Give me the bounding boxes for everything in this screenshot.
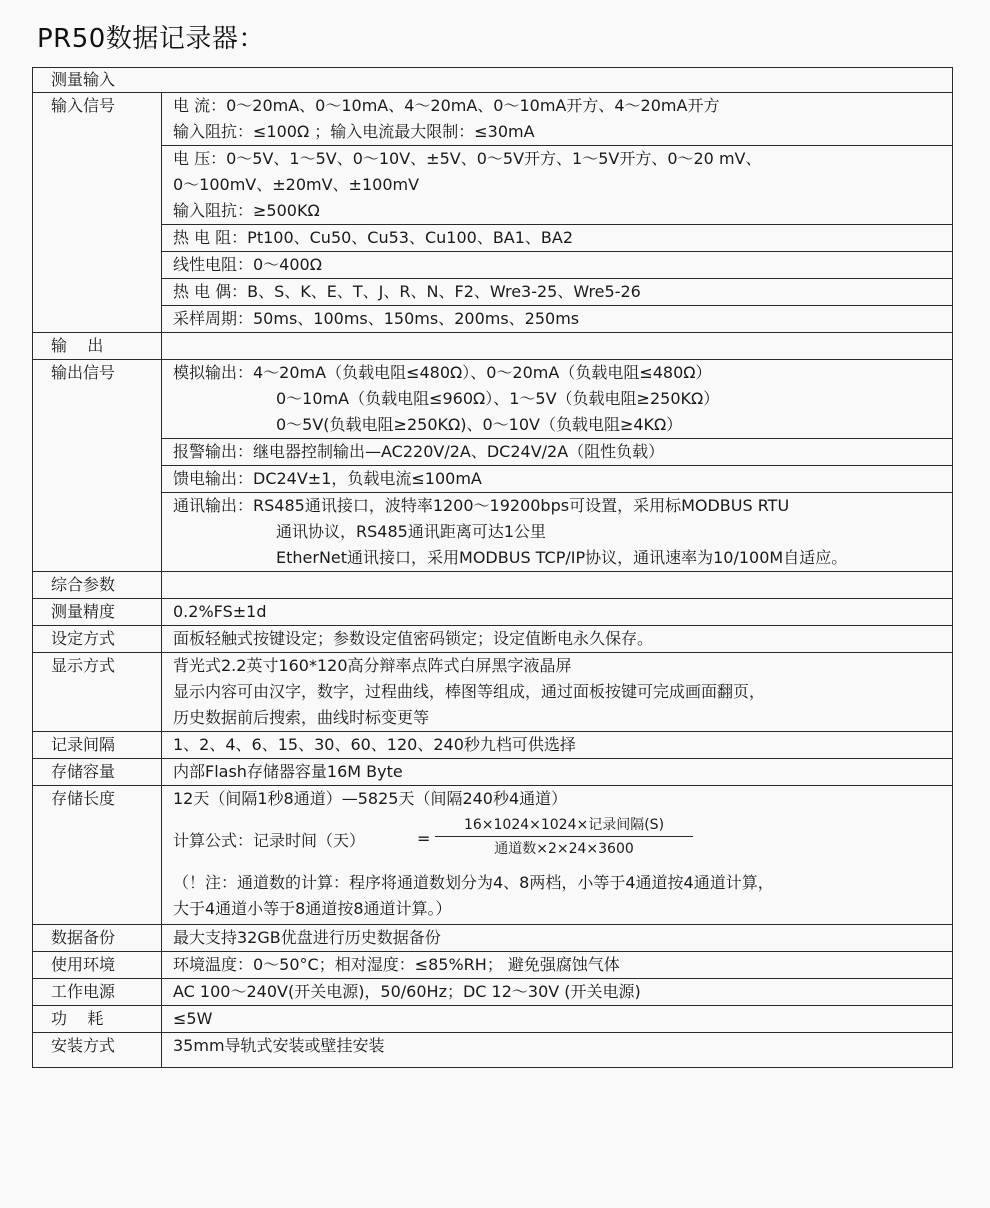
row-display bbox=[33, 653, 953, 732]
formula bbox=[173, 812, 952, 870]
input-current-impedance: 输入阻抗：≤100Ω ；输入电流最大限制：≤30mA bbox=[173, 122, 535, 141]
label-interval: 记录间隔 bbox=[33, 732, 162, 759]
cell-input-current bbox=[162, 93, 953, 146]
row-accuracy bbox=[33, 599, 953, 626]
label-env: 使用环境 bbox=[33, 952, 162, 979]
output-analog-line2: 0～10mA（负载电阻≤960Ω）、1～5V（负载电阻≥250KΩ） bbox=[276, 389, 720, 408]
output-comm-line1: 通讯输出：RS485通讯接口，波特率1200～19200bps可设置，采用标MODBUS RTU bbox=[173, 496, 790, 515]
output-comm-line2: 通讯协议，RS485通讯距离可达1公里 bbox=[276, 522, 546, 541]
cell-output-alarm: 报警输出：继电器控制输出—AC220V/2A、DC24V/2A（阻性负载） bbox=[162, 439, 953, 466]
formula-equals: = bbox=[417, 829, 431, 848]
display-line2: 显示内容可由汉字，数字，过程曲线，棒图等组成，通过面板按键可完成画面翻页， bbox=[173, 682, 766, 701]
value-accuracy: 0.2%FS±1d bbox=[162, 599, 953, 626]
section-title-output: 输 出 bbox=[33, 333, 162, 360]
cell-output-analog bbox=[162, 360, 953, 439]
formula-denominator: 通道数×2×24×3600 bbox=[494, 841, 634, 857]
display-line3: 历史数据前后搜索，曲线时标变更等 bbox=[173, 708, 430, 727]
row-length bbox=[33, 786, 953, 925]
row-install bbox=[33, 1033, 953, 1068]
formula-prefix: 计算公式：记录时间（天） bbox=[173, 831, 366, 850]
length-range: 12天（间隔1秒8通道）—5825天（间隔240秒4通道） bbox=[173, 789, 568, 808]
cell-input-voltage bbox=[162, 146, 953, 225]
row-env bbox=[33, 952, 953, 979]
length-note-line1: （！注：通道数的计算：程序将通道数划分为4、8两档，小等于4通道按4通道计算， bbox=[173, 873, 774, 892]
label-output-signal: 输出信号 bbox=[33, 360, 162, 572]
label-capacity: 存储容量 bbox=[33, 759, 162, 786]
section-title-general: 综合参数 bbox=[33, 572, 162, 599]
row-input-signal bbox=[33, 93, 953, 146]
value-env: 环境温度：0～50°C；相对湿度：≤85%RH； 避免强腐蚀气体 bbox=[162, 952, 953, 979]
input-voltage-line2: 0～100mV、±20mV、±100mV bbox=[173, 175, 420, 194]
label-accuracy: 测量精度 bbox=[33, 599, 162, 626]
cell-input-linear-res: 线性电阻：0～400Ω bbox=[162, 252, 953, 279]
cell-input-thermocouple: 热 电 偶：B、S、K、E、T、J、R、N、F2、Wre3-25、Wre5-26 bbox=[162, 279, 953, 306]
formula-numerator: 16×1024×1024×记录间隔(S) bbox=[435, 814, 693, 837]
value-length bbox=[162, 786, 953, 925]
label-display: 显示方式 bbox=[33, 653, 162, 732]
value-backup: 最大支持32GB优盘进行历史数据备份 bbox=[162, 925, 953, 952]
row-setting bbox=[33, 626, 953, 653]
cell-output-comm bbox=[162, 493, 953, 572]
section-output-empty bbox=[162, 333, 953, 360]
input-voltage-line1: 电 压：0～5V、1～5V、0～10V、±5V、0～5V开方、1～5V开方、0～20 mV、 bbox=[173, 149, 762, 168]
value-interval: 1、2、4、6、15、30、60、120、240秒九档可供选择 bbox=[162, 732, 953, 759]
row-capacity bbox=[33, 759, 953, 786]
label-input-signal: 输入信号 bbox=[33, 93, 162, 333]
cell-output-feed: 馈电输出：DC24V±1，负载电流≤100mA bbox=[162, 466, 953, 493]
row-interval bbox=[33, 732, 953, 759]
label-length: 存储长度 bbox=[33, 786, 162, 925]
length-note-line2: 大于4通道小等于8通道按8通道计算。） bbox=[173, 899, 452, 918]
value-capacity: 内部Flash存储器容量16M Byte bbox=[162, 759, 953, 786]
label-install: 安装方式 bbox=[33, 1033, 162, 1068]
value-install: 35mm导轨式安装或壁挂安装 bbox=[162, 1033, 953, 1068]
value-consumption: ≤5W bbox=[162, 1006, 953, 1033]
cell-input-rtd: 热 电 阻：Pt100、Cu50、Cu53、Cu100、BA1、BA2 bbox=[162, 225, 953, 252]
value-setting: 面板轻触式按键设定；参数设定值密码锁定；设定值断电永久保存。 bbox=[162, 626, 953, 653]
row-consumption bbox=[33, 1006, 953, 1033]
section-measure-input bbox=[33, 68, 953, 93]
input-voltage-impedance: 输入阻抗：≥500KΩ bbox=[173, 201, 320, 220]
section-general bbox=[33, 572, 953, 599]
value-display bbox=[162, 653, 953, 732]
output-analog-line1: 模拟输出：4～20mA（负载电阻≤480Ω）、0～20mA（负载电阻≤480Ω） bbox=[173, 363, 712, 382]
section-general-empty bbox=[162, 572, 953, 599]
display-line1: 背光式2.2英寸160*120高分辩率点阵式白屏黑字液晶屏 bbox=[173, 656, 572, 675]
input-current-line: 电 流：0～20mA、0～10mA、4～20mA、0～10mA开方、4～20mA开方 bbox=[173, 96, 720, 115]
row-backup bbox=[33, 925, 953, 952]
output-analog-line3: 0～5V(负载电阻≥250KΩ)、0～10V（负载电阻≥4KΩ） bbox=[276, 415, 683, 434]
label-setting: 设定方式 bbox=[33, 626, 162, 653]
label-backup: 数据备份 bbox=[33, 925, 162, 952]
section-output bbox=[33, 333, 953, 360]
label-consumption: 功 耗 bbox=[33, 1006, 162, 1033]
output-comm-line3: EtherNet通讯接口，采用MODBUS TCP/IP协议，通讯速率为10/100M自适应。 bbox=[276, 548, 848, 567]
spec-table bbox=[32, 67, 953, 1068]
row-power bbox=[33, 979, 953, 1006]
row-output-signal bbox=[33, 360, 953, 439]
page-title: PR50数据记录器： bbox=[37, 24, 265, 54]
section-title-measure-input: 测量输入 bbox=[33, 68, 953, 93]
label-power: 工作电源 bbox=[33, 979, 162, 1006]
formula-fraction bbox=[435, 814, 693, 861]
value-power: AC 100～240V(开关电源)，50/60Hz；DC 12～30V (开关电源) bbox=[162, 979, 953, 1006]
cell-input-sampling: 采样周期：50ms、100ms、150ms、200ms、250ms bbox=[162, 306, 953, 333]
